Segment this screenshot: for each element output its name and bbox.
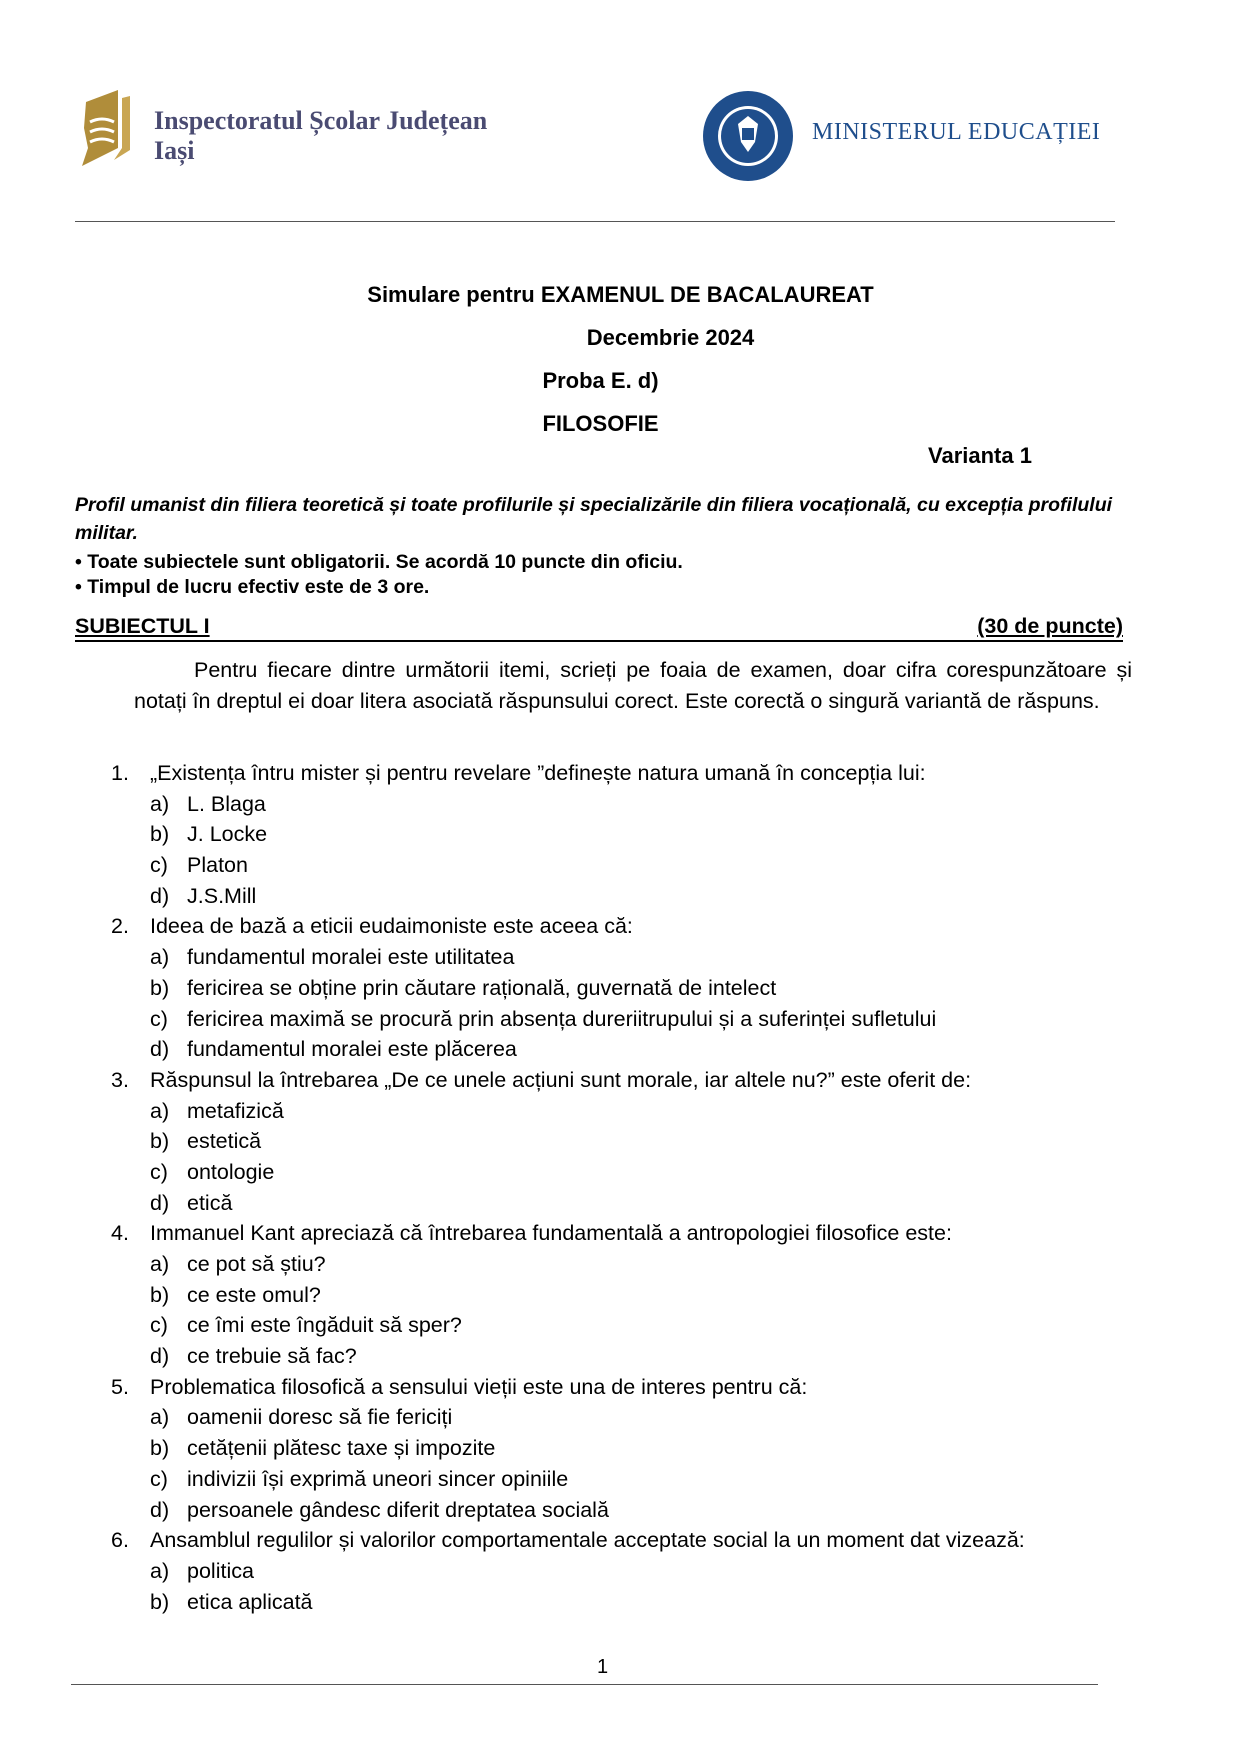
question-number: 2. bbox=[111, 914, 129, 939]
option-letter: c) bbox=[150, 1159, 168, 1184]
answer-option bbox=[0, 1157, 1241, 1188]
option-text: ontologie bbox=[187, 1159, 275, 1184]
isj-title: Inspectoratul Școlar Județean bbox=[154, 106, 488, 135]
isj-logo-icon bbox=[74, 88, 132, 173]
question-number: 3. bbox=[111, 1067, 129, 1092]
option-text: etică bbox=[187, 1190, 233, 1215]
option-letter: a) bbox=[150, 791, 170, 816]
question-item bbox=[0, 911, 1241, 942]
profile-note bbox=[75, 491, 1135, 547]
answer-option bbox=[0, 1402, 1241, 1433]
question-text: Răspunsul la întrebarea „De ce unele acțiuni sunt morale, iar altele nu?” este oferit de: bbox=[150, 1067, 972, 1092]
option-letter: b) bbox=[150, 975, 170, 1000]
profile-text: Profil umanist din filiera teoretică și toate profilurile și specializările din filiera vocațională, cu excepția profilului militar. bbox=[75, 494, 1113, 544]
exam-date: Decembrie 2024 bbox=[586, 325, 755, 350]
page-number: 1 bbox=[596, 1656, 609, 1678]
question-item bbox=[0, 1065, 1241, 1096]
answer-option bbox=[0, 1188, 1241, 1219]
instructions: Pentru fiecare dintre următorii itemi, scrieți pe foaia de examen, doar cifra corespunzătoare și notați în dreptul ei doar litera asociată răspunsului corect. Este corectă o singură variantă de răspuns. bbox=[134, 658, 1132, 713]
option-letter: a) bbox=[150, 1405, 170, 1430]
option-letter: c) bbox=[150, 1006, 168, 1031]
option-text: fundamentul moralei este utilitatea bbox=[187, 945, 515, 970]
bullet-text: Toate subiectele sunt obligatorii. Se acordă 10 puncte din oficiu. bbox=[87, 551, 683, 573]
option-text: fericirea se obține prin căutare rațională, guvernată de intelect bbox=[187, 975, 777, 1000]
answer-option bbox=[0, 1280, 1241, 1311]
answer-option bbox=[0, 881, 1241, 912]
answer-option bbox=[0, 1096, 1241, 1127]
answer-option bbox=[0, 1556, 1241, 1587]
answer-option bbox=[0, 1433, 1241, 1464]
option-letter: c) bbox=[150, 853, 168, 878]
option-text: persoanele gândesc diferit dreptatea socială bbox=[187, 1497, 609, 1522]
answer-option bbox=[0, 973, 1241, 1004]
answer-option bbox=[0, 942, 1241, 973]
subject-title: SUBIECTUL I bbox=[75, 614, 210, 638]
option-text: ce îmi este îngăduit să sper? bbox=[187, 1313, 462, 1338]
question-text: Ideea de bază a eticii eudaimoniste este aceea că: bbox=[150, 914, 633, 939]
question-item bbox=[0, 758, 1241, 789]
answer-option bbox=[0, 1126, 1241, 1157]
option-text: L. Blaga bbox=[187, 791, 266, 816]
exam-proba: Proba E. d) bbox=[542, 368, 659, 393]
option-text: J. Locke bbox=[187, 822, 268, 847]
exam-subject: FILOSOFIE bbox=[542, 411, 659, 436]
option-text: oamenii doresc să fie fericiți bbox=[187, 1405, 453, 1430]
ministry-title: MINISTERUL EDUCAȚIEI bbox=[812, 119, 1101, 145]
subject-header bbox=[75, 613, 1123, 642]
question-number: 6. bbox=[111, 1528, 129, 1553]
question-list bbox=[0, 758, 1241, 1617]
option-text: ce este omul? bbox=[187, 1282, 321, 1307]
option-text: ce pot să știu? bbox=[187, 1252, 326, 1276]
option-letter: b) bbox=[150, 1129, 170, 1154]
answer-option bbox=[0, 850, 1241, 881]
option-letter: d) bbox=[150, 1497, 170, 1522]
question-text: Immanuel Kant apreciază că întrebarea fundamentală a antropologiei filosofice este: bbox=[150, 1221, 952, 1246]
option-text: etica aplicată bbox=[187, 1589, 313, 1614]
variant-label: Varianta 1 bbox=[928, 443, 1032, 468]
option-letter: b) bbox=[150, 1282, 170, 1307]
answer-option bbox=[0, 819, 1241, 850]
question-number: 5. bbox=[111, 1374, 129, 1399]
option-letter: d) bbox=[150, 1190, 170, 1215]
option-letter: c) bbox=[150, 1466, 168, 1491]
question-text: „Existența întru mister și pentru revelare ”definește natura umană în concepția lui: bbox=[150, 761, 926, 785]
isj-logo-text bbox=[154, 106, 487, 166]
answer-option bbox=[0, 1249, 1241, 1280]
question-item bbox=[0, 1372, 1241, 1403]
answer-option bbox=[0, 1464, 1241, 1495]
option-letter: b) bbox=[150, 1589, 170, 1614]
footer-divider bbox=[71, 1684, 1098, 1685]
option-letter: c) bbox=[150, 1313, 168, 1338]
option-text: ce trebuie să fac? bbox=[187, 1344, 357, 1369]
question-text: Problematica filosofică a sensului vieții este una de interes pentru că: bbox=[150, 1374, 808, 1399]
bullet-item: • Timpul de lucru efectiv este de 3 ore. bbox=[75, 576, 430, 598]
option-text: fericirea maximă se procură prin absența dureriitrupului și a suferinței sufletului bbox=[187, 1006, 937, 1031]
question-text: Ansamblul regulilor și valorilor comportamentale acceptate social la un moment dat vizează: bbox=[150, 1528, 1025, 1553]
option-text: indivizii își exprimă uneori sincer opiniile bbox=[187, 1466, 569, 1491]
question-item bbox=[0, 1218, 1241, 1249]
question-item bbox=[0, 1525, 1241, 1556]
option-letter: b) bbox=[150, 822, 170, 847]
exam-title: Simulare pentru EXAMENUL DE BACALAUREAT bbox=[367, 282, 874, 307]
isj-subtitle: Iași bbox=[154, 136, 195, 165]
option-letter: d) bbox=[150, 1344, 170, 1369]
bullet-item: • Toate subiectele sunt obligatorii. Se acordă 10 puncte din oficiu. bbox=[75, 551, 683, 573]
option-letter: b) bbox=[150, 1436, 170, 1461]
option-letter: a) bbox=[150, 945, 170, 970]
answer-option bbox=[0, 1310, 1241, 1341]
question-number: 4. bbox=[111, 1221, 129, 1246]
option-text: politica bbox=[187, 1558, 254, 1583]
header-divider bbox=[75, 221, 1115, 222]
answer-option bbox=[0, 1495, 1241, 1526]
option-text: fundamentul moralei este plăcerea bbox=[187, 1037, 517, 1062]
bullet-text: Timpul de lucru efectiv este de 3 ore. bbox=[87, 576, 430, 598]
option-text: J.S.Mill bbox=[187, 883, 257, 908]
answer-option bbox=[0, 1587, 1241, 1618]
option-text: cetățenii plătesc taxe și impozite bbox=[187, 1436, 496, 1461]
option-letter: a) bbox=[150, 1098, 170, 1123]
government-seal-icon bbox=[702, 90, 794, 187]
answer-option bbox=[0, 1004, 1241, 1035]
option-text: Platon bbox=[187, 853, 248, 878]
subject-points: (30 de puncte) bbox=[977, 614, 1123, 638]
answer-option bbox=[0, 789, 1241, 820]
answer-option bbox=[0, 1341, 1241, 1372]
option-letter: d) bbox=[150, 883, 170, 908]
answer-option bbox=[0, 1034, 1241, 1065]
option-letter: d) bbox=[150, 1037, 170, 1062]
question-number: 1. bbox=[111, 761, 129, 785]
option-text: metafizică bbox=[187, 1098, 284, 1123]
option-letter: a) bbox=[150, 1558, 170, 1583]
option-letter: a) bbox=[150, 1252, 170, 1276]
option-text: estetică bbox=[187, 1129, 262, 1154]
